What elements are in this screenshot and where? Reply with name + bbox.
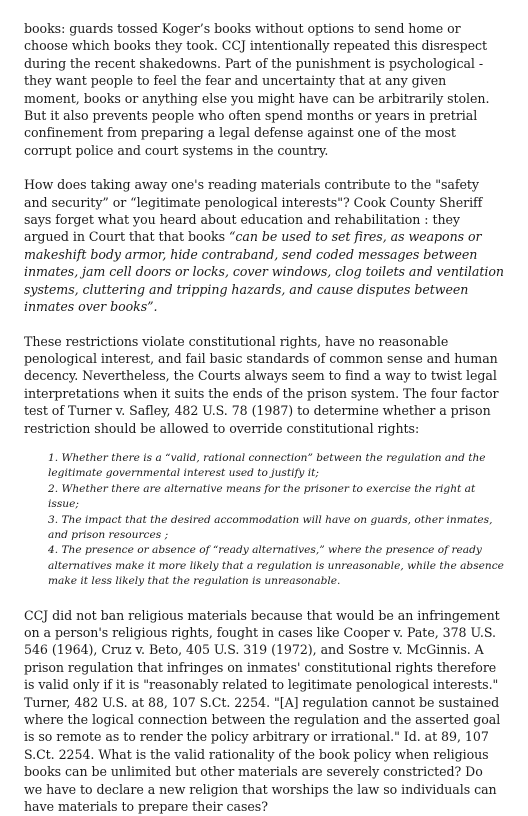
turner-factor: 2. Whether there are alternative means for the prisoner to exercise the right at issue; [48, 482, 476, 511]
paragraph-spacer [24, 159, 504, 176]
document-page [24, 20, 504, 815]
paragraph-spacer [24, 316, 504, 333]
turner-factor: 1. Whether there is a “valid, rational connection” between the regulation and the legitimate governmental interest used to justify it; [48, 451, 486, 480]
paragraph-religious-materials: CCJ did not ban religious materials because that would be an infringement on a person's religious rights, fought in cases like Cooper v. Pate, 378 U.S. 546 (1964), Cruz v. Beto, 405 U.S. 319 (1972), and Sostre v. McGinnis. A prison regulation that infringes on inmates' constitutional rights therefore is valid only if it is "reasonably related to legitimate penological interests." Turner, 482 U.S. at 88, 107 S.Ct. 2254. "[A] regulation cannot be sustained where the logical connection between the regulation and the asserted goal is so remote as to render the policy arbitrary or irrational." Id. at 89, 107 S.Ct. 2254. What is the valid rationality of the book policy when religious books can be unlimited but other materials are severely constricted? Do we have to declare a new religion that worships the law so individuals can have materials to prepare their cases? [24, 607, 501, 815]
paragraph-spacer [24, 590, 504, 607]
paragraph-turner-test: These restrictions violate constitutional rights, have no reasonable penological interest, and fail basic standards of common sense and human decency. Nevertheless, the Courts always seem to find a way to twist legal interpretations when it suits the ends of the prison system. The four factor test of Turner v. Safley, 482 U.S. 78 (1987) to determine whether a prison restriction should be allowed to override constitutional rights: [24, 333, 499, 436]
paragraph-book-confiscation: books: guards tossed Koger’s books without options to send home or choose which books they took. CCJ intentionally repeated this disrespect during the recent shakedowns. Part of the punishment is psychological - they want people to feel the fear and uncertainty that at any given moment, books or anything else you might have can be arbitrarily stolen. But it also prevents people who often spend months or years in pretrial confinement from preparing a legal defense against one of the most corrupt police and court systems in the country. [24, 21, 490, 158]
sheriff-quote: “can be used to set fires, as weapons or makeshift body armor, hide contraband, send coded messages between inmates, jam cell doors or locks, cover windows, clog toilets and ventilation systems, cluttering and tripping hazards, and cause disputes between inmates over books”. [24, 229, 504, 315]
safety-argument-text: How does taking away one's reading materials contribute to the "safety and security” or “legitimate penological interests"? Cook County Sheriff says forget what you heard about education and rehabilitation : they argued in Court that that books [24, 177, 483, 245]
turner-factor: 3. The impact that the desired accommodation will have on guards, other inmates, and prison resources ; [48, 513, 493, 541]
paragraph-safety-argument [24, 176, 504, 315]
paragraph-spacer [24, 437, 504, 451]
turner-factors-list [24, 451, 504, 590]
turner-factor: 4. The presence or absence of “ready alternatives,” where the presence of ready alternatives make it more likely that a regulation is unreasonable, while the absence make it less likely that the regulation is unreasonable. [48, 544, 504, 588]
